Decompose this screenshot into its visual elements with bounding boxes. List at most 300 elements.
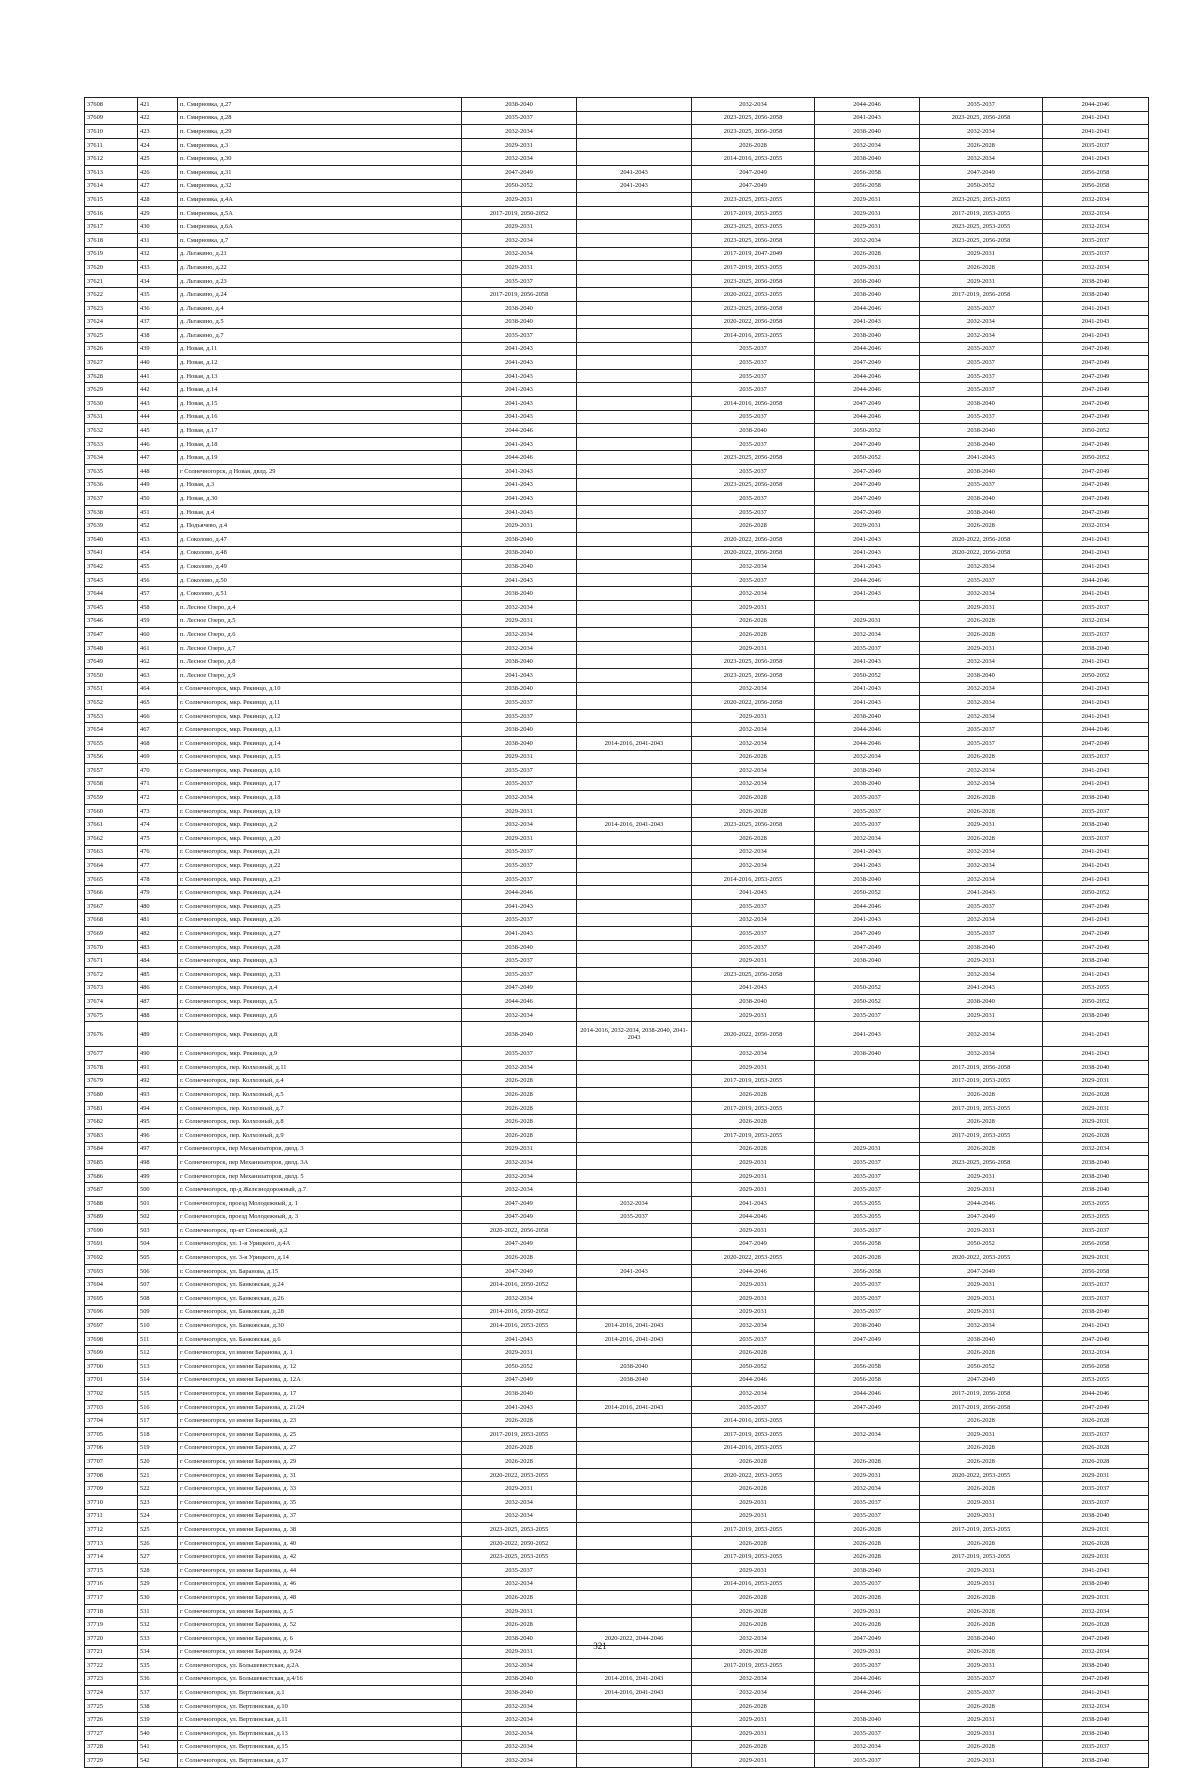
period-col-5-cell: 2017-2019, 2056-2058 — [920, 288, 1043, 302]
seq-number-cell: 522 — [138, 1482, 178, 1496]
period-col-2-cell — [577, 1740, 692, 1754]
period-col-3-cell: 2035-2037 — [692, 492, 815, 506]
period-col-6-cell: 2038-2040 — [1043, 954, 1149, 968]
period-col-5-cell: 2026-2028 — [920, 832, 1043, 846]
record-id-cell: 37633 — [85, 437, 138, 451]
period-col-2-cell — [577, 600, 692, 614]
seq-number-cell: 448 — [138, 465, 178, 479]
address-cell: г. Солнечногорск, ул. Банковская, д.26 — [178, 1292, 462, 1306]
period-col-2-cell — [577, 505, 692, 519]
period-col-3-cell: 2017-2019, 2053-2055 — [692, 261, 815, 275]
period-col-4-cell: 2056-2058 — [815, 165, 920, 179]
period-col-1-cell: 2047-2049 — [462, 1237, 577, 1251]
period-col-1-cell: 2038-2040 — [462, 560, 577, 574]
table-row — [85, 179, 1149, 193]
period-col-6-cell: 2044-2046 — [1043, 573, 1149, 587]
table-row — [85, 1305, 1149, 1319]
period-col-2-cell — [577, 641, 692, 655]
period-col-5-cell: 2032-2034 — [920, 152, 1043, 166]
period-col-1-cell: 2035-2037 — [462, 764, 577, 778]
record-id-cell: 37639 — [85, 519, 138, 533]
seq-number-cell: 463 — [138, 668, 178, 682]
period-col-6-cell: 2047-2049 — [1043, 465, 1149, 479]
period-col-3-cell: 2029-2031 — [692, 954, 815, 968]
seq-number-cell: 457 — [138, 587, 178, 601]
period-col-1-cell: 2032-2034 — [462, 1292, 577, 1306]
record-id-cell: 37634 — [85, 451, 138, 465]
period-col-4-cell — [815, 1115, 920, 1129]
period-col-6-cell: 2047-2049 — [1043, 1631, 1149, 1645]
seq-number-cell: 445 — [138, 424, 178, 438]
period-col-1-cell: 2014-2016, 2050-2052 — [462, 1278, 577, 1292]
period-col-1-cell: 2020-2022, 2050-2052 — [462, 1536, 577, 1550]
period-col-3-cell: 2023-2025, 2053-2055 — [692, 220, 815, 234]
period-col-3-cell: 2038-2040 — [692, 424, 815, 438]
period-col-4-cell: 2041-2043 — [815, 533, 920, 547]
period-col-2-cell — [577, 1727, 692, 1741]
period-col-2-cell — [577, 750, 692, 764]
seq-number-cell: 450 — [138, 492, 178, 506]
period-col-3-cell: 2023-2025, 2056-2058 — [692, 274, 815, 288]
table-row — [85, 886, 1149, 900]
period-col-3-cell: 2029-2031 — [692, 1008, 815, 1022]
table-row — [85, 1142, 1149, 1156]
record-id-cell: 37618 — [85, 233, 138, 247]
record-id-cell: 37701 — [85, 1373, 138, 1387]
period-col-2-cell — [577, 886, 692, 900]
period-col-4-cell: 2026-2028 — [815, 1536, 920, 1550]
table-row — [85, 288, 1149, 302]
table-row — [85, 1373, 1149, 1387]
period-col-2-cell — [577, 193, 692, 207]
period-col-4-cell: 2035-2037 — [815, 1305, 920, 1319]
period-col-2-cell — [577, 1047, 692, 1061]
record-id-cell: 37661 — [85, 818, 138, 832]
period-col-2-cell — [577, 1577, 692, 1591]
table-row — [85, 968, 1149, 982]
period-col-1-cell: 2023-2025, 2053-2055 — [462, 1550, 577, 1564]
period-col-5-cell: 2026-2028 — [920, 1645, 1043, 1659]
table-row — [85, 492, 1149, 506]
period-col-4-cell: 2041-2043 — [815, 587, 920, 601]
seq-number-cell: 526 — [138, 1536, 178, 1550]
address-cell: п. Лесное Озеро, д.7 — [178, 641, 462, 655]
period-col-4-cell: 2044-2046 — [815, 410, 920, 424]
period-col-5-cell: 2041-2043 — [920, 886, 1043, 900]
period-col-3-cell: 2029-2031 — [692, 1509, 815, 1523]
period-col-4-cell: 2047-2049 — [815, 356, 920, 370]
period-col-5-cell: 2026-2028 — [920, 1618, 1043, 1632]
period-col-2-cell — [577, 356, 692, 370]
period-col-5-cell: 2035-2037 — [920, 342, 1043, 356]
period-col-5-cell: 2044-2046 — [920, 1196, 1043, 1210]
period-col-1-cell: 2041-2043 — [462, 410, 577, 424]
period-col-2-cell — [577, 1509, 692, 1523]
period-col-5-cell: 2026-2028 — [920, 1346, 1043, 1360]
period-col-4-cell: 2035-2037 — [815, 641, 920, 655]
period-col-6-cell: 2047-2049 — [1043, 356, 1149, 370]
record-id-cell: 37692 — [85, 1251, 138, 1265]
seq-number-cell: 428 — [138, 193, 178, 207]
record-id-cell: 37680 — [85, 1088, 138, 1102]
period-col-5-cell: 2035-2037 — [920, 98, 1043, 112]
table-row — [85, 138, 1149, 152]
address-cell: г. Солнечногорск, пер. Колхозный, д.11 — [178, 1060, 462, 1074]
period-col-5-cell: 2026-2028 — [920, 1142, 1043, 1156]
record-id-cell: 37671 — [85, 954, 138, 968]
address-cell: г. Солнечногорск, ул. Банковская, д.24 — [178, 1278, 462, 1292]
record-id-cell: 37688 — [85, 1196, 138, 1210]
period-col-5-cell: 2023-2025, 2056-2058 — [920, 111, 1043, 125]
address-cell: п. Смирновка, д.27 — [178, 98, 462, 112]
period-col-6-cell: 2032-2034 — [1043, 206, 1149, 220]
period-col-3-cell: 2026-2028 — [692, 614, 815, 628]
period-col-2-cell — [577, 614, 692, 628]
period-col-1-cell: 2035-2037 — [462, 111, 577, 125]
table-row — [85, 356, 1149, 370]
record-id-cell: 37645 — [85, 600, 138, 614]
period-col-1-cell: 2026-2028 — [462, 1101, 577, 1115]
period-col-1-cell: 2035-2037 — [462, 968, 577, 982]
address-cell: г. Солнечногорск, пер. Колхозный, д.7 — [178, 1101, 462, 1115]
address-cell: п. Лесное Озеро, д.8 — [178, 655, 462, 669]
table-row — [85, 1699, 1149, 1713]
period-col-1-cell: 2047-2049 — [462, 1210, 577, 1224]
record-id-cell: 37719 — [85, 1618, 138, 1632]
period-col-5-cell: 2047-2049 — [920, 1210, 1043, 1224]
period-col-5-cell: 2029-2031 — [920, 1727, 1043, 1741]
period-col-6-cell: 2047-2049 — [1043, 1332, 1149, 1346]
record-id-cell: 37721 — [85, 1645, 138, 1659]
period-col-6-cell: 2038-2040 — [1043, 1577, 1149, 1591]
period-col-5-cell: 2038-2040 — [920, 465, 1043, 479]
period-col-3-cell: 2047-2049 — [692, 1237, 815, 1251]
seq-number-cell: 537 — [138, 1686, 178, 1700]
table-row — [85, 1482, 1149, 1496]
record-id-cell: 37685 — [85, 1156, 138, 1170]
period-col-4-cell: 2050-2052 — [815, 995, 920, 1009]
period-col-4-cell: 2044-2046 — [815, 98, 920, 112]
period-col-3-cell: 2020-2022, 2056-2058 — [692, 546, 815, 560]
period-col-6-cell: 2026-2028 — [1043, 1455, 1149, 1469]
period-col-3-cell: 2014-2016, 2056-2058 — [692, 397, 815, 411]
address-cell: п. Смирновка, д.30 — [178, 152, 462, 166]
period-col-5-cell: 2017-2019, 2056-2058 — [920, 1060, 1043, 1074]
period-col-3-cell: 2026-2028 — [692, 519, 815, 533]
period-col-5-cell: 2032-2034 — [920, 709, 1043, 723]
period-col-6-cell: 2047-2049 — [1043, 397, 1149, 411]
table-row — [85, 913, 1149, 927]
period-col-6-cell: 2029-2031 — [1043, 1523, 1149, 1537]
period-col-6-cell: 2041-2043 — [1043, 968, 1149, 982]
period-col-2-cell — [577, 981, 692, 995]
address-cell: г Солнечногорск, ул имени Баранова, д. 21/24 — [178, 1400, 462, 1414]
address-cell: д. Соколово, д.47 — [178, 533, 462, 547]
period-col-3-cell: 2026-2028 — [692, 750, 815, 764]
period-col-3-cell: 2026-2028 — [692, 628, 815, 642]
record-id-cell: 37713 — [85, 1536, 138, 1550]
period-col-6-cell: 2041-2043 — [1043, 655, 1149, 669]
seq-number-cell: 426 — [138, 165, 178, 179]
record-id-cell: 37608 — [85, 98, 138, 112]
period-col-3-cell: 2044-2046 — [692, 1210, 815, 1224]
period-col-2-cell — [577, 1591, 692, 1605]
period-col-1-cell: 2038-2040 — [462, 587, 577, 601]
table-row — [85, 682, 1149, 696]
seq-number-cell: 517 — [138, 1414, 178, 1428]
period-col-2-cell — [577, 1387, 692, 1401]
period-col-5-cell: 2020-2022, 2056-2058 — [920, 533, 1043, 547]
period-col-2-cell — [577, 1563, 692, 1577]
address-cell: п. Лесное Озеро, д.5 — [178, 614, 462, 628]
seq-number-cell: 430 — [138, 220, 178, 234]
record-id-cell: 37632 — [85, 424, 138, 438]
period-col-6-cell: 2047-2049 — [1043, 1400, 1149, 1414]
period-col-1-cell: 2017-2019, 2050-2052 — [462, 206, 577, 220]
period-col-2-cell — [577, 668, 692, 682]
period-col-1-cell: 2050-2052 — [462, 179, 577, 193]
seq-number-cell: 466 — [138, 709, 178, 723]
period-col-1-cell: 2041-2043 — [462, 927, 577, 941]
address-cell: г. Солнечногорск, мкр. Рекинцо, д.19 — [178, 804, 462, 818]
record-id-cell: 37687 — [85, 1183, 138, 1197]
period-col-3-cell: 2026-2028 — [692, 1142, 815, 1156]
seq-number-cell: 534 — [138, 1645, 178, 1659]
period-col-4-cell: 2050-2052 — [815, 424, 920, 438]
period-col-5-cell: 2017-2019, 2053-2055 — [920, 1523, 1043, 1537]
table-row — [85, 736, 1149, 750]
seq-number-cell: 513 — [138, 1360, 178, 1374]
period-col-3-cell: 2032-2034 — [692, 859, 815, 873]
period-col-5-cell: 2035-2037 — [920, 1672, 1043, 1686]
table-row — [85, 723, 1149, 737]
period-col-3-cell: 2029-2031 — [692, 1727, 815, 1741]
period-col-6-cell: 2029-2031 — [1043, 1101, 1149, 1115]
period-col-4-cell: 2053-2055 — [815, 1210, 920, 1224]
table-row — [85, 383, 1149, 397]
period-col-1-cell: 2041-2043 — [462, 437, 577, 451]
period-col-3-cell: 2023-2025, 2056-2058 — [692, 668, 815, 682]
period-col-5-cell: 2029-2031 — [920, 1224, 1043, 1238]
period-col-6-cell: 2047-2049 — [1043, 505, 1149, 519]
period-col-2-cell — [577, 329, 692, 343]
address-cell: д. Новая, д.12 — [178, 356, 462, 370]
period-col-1-cell: 2038-2040 — [462, 1387, 577, 1401]
period-col-3-cell: 2029-2031 — [692, 1292, 815, 1306]
period-col-4-cell: 2044-2046 — [815, 369, 920, 383]
period-col-4-cell — [815, 1414, 920, 1428]
period-col-2-cell — [577, 1156, 692, 1170]
period-col-2-cell — [577, 1414, 692, 1428]
period-col-6-cell: 2032-2034 — [1043, 519, 1149, 533]
table-row — [85, 301, 1149, 315]
seq-number-cell: 508 — [138, 1292, 178, 1306]
period-col-1-cell: 2041-2043 — [462, 573, 577, 587]
period-col-3-cell: 2029-2031 — [692, 1224, 815, 1238]
period-col-4-cell: 2038-2040 — [815, 872, 920, 886]
seq-number-cell: 485 — [138, 968, 178, 982]
period-col-1-cell: 2038-2040 — [462, 655, 577, 669]
period-col-2-cell — [577, 764, 692, 778]
period-col-1-cell: 2032-2034 — [462, 1713, 577, 1727]
record-id-cell: 37667 — [85, 900, 138, 914]
period-col-4-cell — [815, 1060, 920, 1074]
period-col-1-cell: 2038-2040 — [462, 315, 577, 329]
period-col-5-cell: 2026-2028 — [920, 261, 1043, 275]
address-cell: г. Солнечногорск, мкр. Рекинцо, д.11 — [178, 696, 462, 710]
period-col-6-cell: 2056-2058 — [1043, 1237, 1149, 1251]
table-row — [85, 981, 1149, 995]
period-col-6-cell: 2038-2040 — [1043, 791, 1149, 805]
period-col-1-cell: 2038-2040 — [462, 1686, 577, 1700]
period-col-4-cell: 2038-2040 — [815, 954, 920, 968]
period-col-4-cell: 2038-2040 — [815, 1713, 920, 1727]
table-row — [85, 709, 1149, 723]
record-id-cell: 37705 — [85, 1428, 138, 1442]
period-col-4-cell — [815, 1074, 920, 1088]
period-col-3-cell: 2032-2034 — [692, 1686, 815, 1700]
period-col-6-cell: 2032-2034 — [1043, 193, 1149, 207]
period-col-6-cell: 2050-2052 — [1043, 886, 1149, 900]
table-row — [85, 220, 1149, 234]
record-id-cell: 37686 — [85, 1169, 138, 1183]
period-col-4-cell — [815, 1128, 920, 1142]
period-col-3-cell: 2029-2031 — [692, 1495, 815, 1509]
period-col-6-cell: 2026-2028 — [1043, 1441, 1149, 1455]
table-row — [85, 98, 1149, 112]
record-id-cell: 37621 — [85, 274, 138, 288]
period-col-4-cell: 2041-2043 — [815, 1022, 920, 1047]
table-row — [85, 1754, 1149, 1768]
period-col-4-cell: 2041-2043 — [815, 560, 920, 574]
address-cell: г. Солнечногорск, мкр. Рекинцо, д.14 — [178, 736, 462, 750]
period-col-5-cell: 2029-2031 — [920, 247, 1043, 261]
period-col-2-cell — [577, 832, 692, 846]
period-col-5-cell: 2032-2034 — [920, 1319, 1043, 1333]
address-cell: п. Смирновка, д.5А — [178, 206, 462, 220]
record-id-cell: 37613 — [85, 165, 138, 179]
record-id-cell: 37628 — [85, 369, 138, 383]
table-row — [85, 410, 1149, 424]
period-col-1-cell: 2020-2022, 2056-2058 — [462, 1224, 577, 1238]
seq-number-cell: 507 — [138, 1278, 178, 1292]
period-col-6-cell: 2041-2043 — [1043, 682, 1149, 696]
seq-number-cell: 437 — [138, 315, 178, 329]
period-col-2-cell — [577, 777, 692, 791]
address-cell: д. Льтакино, д.22 — [178, 261, 462, 275]
address-cell: п. Смирновка, д.6А — [178, 220, 462, 234]
period-col-2-cell — [577, 138, 692, 152]
table-row — [85, 1414, 1149, 1428]
period-col-6-cell: 2026-2028 — [1043, 1088, 1149, 1102]
period-col-3-cell: 2047-2049 — [692, 165, 815, 179]
period-col-4-cell: 2044-2046 — [815, 1672, 920, 1686]
period-col-6-cell: 2047-2049 — [1043, 736, 1149, 750]
record-id-cell: 37631 — [85, 410, 138, 424]
period-col-2-cell — [577, 206, 692, 220]
address-cell: д. Новая, д.11 — [178, 342, 462, 356]
period-col-5-cell: 2035-2037 — [920, 1686, 1043, 1700]
period-col-4-cell: 2047-2049 — [815, 940, 920, 954]
seq-number-cell: 529 — [138, 1577, 178, 1591]
period-col-4-cell: 2026-2028 — [815, 1251, 920, 1265]
table-row — [85, 1591, 1149, 1605]
address-cell: д. Соколово, д.51 — [178, 587, 462, 601]
seq-number-cell: 446 — [138, 437, 178, 451]
period-col-3-cell: 2032-2034 — [692, 845, 815, 859]
period-col-6-cell: 2050-2052 — [1043, 668, 1149, 682]
period-col-2-cell — [577, 1536, 692, 1550]
period-col-5-cell: 2029-2031 — [920, 1278, 1043, 1292]
record-id-cell: 37703 — [85, 1400, 138, 1414]
table-row — [85, 573, 1149, 587]
table-row — [85, 750, 1149, 764]
period-col-6-cell: 2050-2052 — [1043, 995, 1149, 1009]
table-row — [85, 1563, 1149, 1577]
seq-number-cell: 541 — [138, 1740, 178, 1754]
address-cell: г. Солнечногорск, мкр. Рекинцо, д.33 — [178, 968, 462, 982]
period-col-2-cell — [577, 1346, 692, 1360]
period-col-3-cell: 2023-2025, 2056-2058 — [692, 125, 815, 139]
period-col-3-cell: 2020-2022, 2056-2058 — [692, 696, 815, 710]
table-row — [85, 641, 1149, 655]
period-col-5-cell: 2029-2031 — [920, 1754, 1043, 1768]
seq-number-cell: 478 — [138, 872, 178, 886]
period-col-2-cell — [577, 397, 692, 411]
period-col-1-cell: 2044-2046 — [462, 886, 577, 900]
record-id-cell: 37676 — [85, 1022, 138, 1047]
table-row — [85, 1115, 1149, 1129]
seq-number-cell: 497 — [138, 1142, 178, 1156]
table-row — [85, 696, 1149, 710]
period-col-5-cell: 2029-2031 — [920, 1183, 1043, 1197]
address-cell: д. Новая, д.14 — [178, 383, 462, 397]
record-id-cell: 37612 — [85, 152, 138, 166]
record-id-cell: 37620 — [85, 261, 138, 275]
period-col-6-cell: 2038-2040 — [1043, 274, 1149, 288]
address-cell: г Солнечногорск, ул имени Баранова, д. 27 — [178, 1441, 462, 1455]
period-col-4-cell: 2044-2046 — [815, 342, 920, 356]
period-col-6-cell: 2029-2031 — [1043, 1074, 1149, 1088]
address-cell: г Солнечногорск, ул имени Баранова, д. 25 — [178, 1428, 462, 1442]
address-cell: г Солнечногорск, ул имени Баранова, д. 42 — [178, 1550, 462, 1564]
period-col-3-cell: 2029-2031 — [692, 1754, 815, 1768]
seq-number-cell: 531 — [138, 1604, 178, 1618]
period-col-5-cell: 2023-2025, 2053-2055 — [920, 220, 1043, 234]
period-col-6-cell: 2032-2034 — [1043, 1346, 1149, 1360]
period-col-3-cell: 2020-2022, 2056-2058 — [692, 1022, 815, 1047]
period-col-6-cell: 2041-2043 — [1043, 1686, 1149, 1700]
table-row — [85, 1278, 1149, 1292]
period-col-6-cell: 2056-2058 — [1043, 179, 1149, 193]
table-row — [85, 233, 1149, 247]
period-col-2-cell — [577, 587, 692, 601]
period-col-2-cell — [577, 1604, 692, 1618]
address-cell: г Солнечногорск, пер Механизаторов, двлд. 5 — [178, 1169, 462, 1183]
table-row — [85, 206, 1149, 220]
record-id-cell: 37664 — [85, 859, 138, 873]
period-col-3-cell: 2026-2028 — [692, 1088, 815, 1102]
period-col-2-cell: 2014-2016, 2041-2043 — [577, 818, 692, 832]
period-col-4-cell: 2041-2043 — [815, 111, 920, 125]
period-col-1-cell: 2029-2031 — [462, 261, 577, 275]
period-col-5-cell: 2023-2025, 2053-2055 — [920, 193, 1043, 207]
period-col-3-cell: 2023-2025, 2056-2058 — [692, 818, 815, 832]
record-id-cell: 37708 — [85, 1468, 138, 1482]
period-col-3-cell: 2020-2022, 2053-2055 — [692, 1468, 815, 1482]
address-cell: г Солнечногорск, ул имени Баранова, д. 17 — [178, 1387, 462, 1401]
period-col-1-cell: 2029-2031 — [462, 750, 577, 764]
